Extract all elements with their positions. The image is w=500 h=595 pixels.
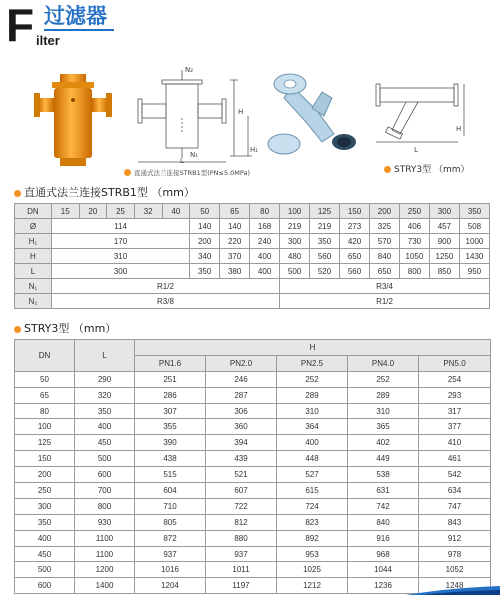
table-cell: 457 — [429, 219, 459, 234]
strb1-row-n2 — [15, 294, 490, 309]
table-cell: 450 — [75, 435, 135, 451]
table-cell: 650 — [340, 249, 370, 264]
drawing-label-n2: N₂ — [185, 66, 194, 74]
table-cell: 560 — [340, 264, 370, 279]
table-cell: 500 — [15, 562, 75, 578]
table-row — [15, 403, 491, 419]
table-cell: 508 — [459, 219, 489, 234]
table-cell: 355 — [135, 419, 206, 435]
table-cell: 892 — [277, 530, 348, 546]
stry3-photo-illustration — [262, 64, 362, 164]
table-cell: 290 — [75, 371, 135, 387]
table-cell: 254 — [419, 371, 491, 387]
stry3-caption-text: STRY3型 （mm） — [394, 165, 470, 175]
strb1-photo-illustration — [30, 70, 116, 170]
table-cell: 1011 — [206, 562, 277, 578]
table-cell: 912 — [419, 530, 491, 546]
strb1-row-n1 — [15, 279, 490, 294]
bullet-dot — [384, 166, 391, 173]
table-cell: 1100 — [75, 546, 135, 562]
strb1-header-cell: 25 — [107, 204, 135, 219]
table-row — [15, 546, 491, 562]
drawing-label-h1: H₁ — [250, 146, 259, 154]
page-title-chinese: 过滤器 — [44, 4, 107, 28]
table-cell: 1250 — [429, 249, 459, 264]
strb1-row-label: Ø — [15, 219, 52, 234]
table-cell: 461 — [419, 451, 491, 467]
table-cell: 500 — [280, 264, 310, 279]
strb1-header-row — [15, 204, 490, 219]
table-cell: 370 — [220, 249, 250, 264]
strb1-header-cell: 50 — [190, 204, 220, 219]
table-cell: 615 — [277, 483, 348, 499]
table-cell: 390 — [135, 435, 206, 451]
table-cell: 710 — [135, 498, 206, 514]
strb1-header-cell: 65 — [220, 204, 250, 219]
table-cell: 140 — [220, 219, 250, 234]
table-cell: 365 — [348, 419, 419, 435]
table-cell: 800 — [399, 264, 429, 279]
table-cell: 812 — [206, 514, 277, 530]
table-cell: 520 — [310, 264, 340, 279]
table-cell: 968 — [348, 546, 419, 562]
table-cell: 1200 — [75, 562, 135, 578]
table-cell: 400 — [15, 530, 75, 546]
strb1-merged-cell: R1/2 — [280, 294, 490, 309]
table-cell: 1100 — [75, 530, 135, 546]
table-cell: 449 — [348, 451, 419, 467]
table-cell: 65 — [15, 387, 75, 403]
table-cell: 246 — [206, 371, 277, 387]
table-cell: 50 — [15, 371, 75, 387]
table-cell: 360 — [206, 419, 277, 435]
table-cell: 1197 — [206, 578, 277, 594]
strb1-header-cell: 250 — [399, 204, 429, 219]
table-cell: 300 — [280, 234, 310, 249]
section-title-strb1-text: 直通式法兰连接STRB1型 （mm） — [24, 186, 195, 199]
strb1-merged-cell: 114 — [51, 219, 189, 234]
table-cell: 252 — [348, 371, 419, 387]
table-cell: 1248 — [419, 578, 491, 594]
bullet-dot — [124, 169, 131, 176]
title-underline — [44, 29, 114, 31]
strb1-merged-cell: R3/4 — [280, 279, 490, 294]
stry3-drawing-label-l: L — [414, 146, 418, 154]
table-cell: 823 — [277, 514, 348, 530]
stry3-header-row — [15, 340, 491, 356]
table-cell: 880 — [206, 530, 277, 546]
strb1-header-cell: 40 — [162, 204, 190, 219]
table-row — [15, 371, 491, 387]
table-cell: 287 — [206, 387, 277, 403]
strb1-row-label: N₂ — [15, 294, 52, 309]
stry3-header-h: H — [135, 340, 491, 356]
table-row — [15, 467, 491, 483]
table-cell: 340 — [190, 249, 220, 264]
table-cell: 394 — [206, 435, 277, 451]
decorative-corner-swoosh — [394, 584, 500, 595]
table-cell: 843 — [419, 514, 491, 530]
table-cell: 251 — [135, 371, 206, 387]
table-cell: 1000 — [459, 234, 489, 249]
table-cell: 220 — [220, 234, 250, 249]
table-cell: 480 — [280, 249, 310, 264]
table-cell: 937 — [206, 546, 277, 562]
table-cell: 317 — [419, 403, 491, 419]
strb1-drawing-caption — [124, 168, 250, 177]
table-cell: 747 — [419, 498, 491, 514]
table-cell: 1016 — [135, 562, 206, 578]
strb1-merged-cell: R3/8 — [51, 294, 279, 309]
table-cell: 724 — [277, 498, 348, 514]
strb1-caption-text: 直通式法兰连接STRB1型(PN≤5.0MPa) — [134, 169, 251, 177]
table-cell: 742 — [348, 498, 419, 514]
table-cell: 438 — [135, 451, 206, 467]
strb1-header-dn: DN — [15, 204, 52, 219]
table-cell: 1430 — [459, 249, 489, 264]
stry3-drawing-label-h: H — [456, 125, 462, 133]
strb1-row-l — [15, 264, 490, 279]
table-cell: 240 — [250, 234, 280, 249]
table-row — [15, 451, 491, 467]
table-cell: 521 — [206, 467, 277, 483]
table-cell: 325 — [369, 219, 399, 234]
section-title-strb1 — [14, 184, 195, 200]
table-cell: 953 — [277, 546, 348, 562]
stry3-drawing-caption — [384, 162, 470, 175]
table-cell: 900 — [429, 234, 459, 249]
table-cell: 80 — [15, 403, 75, 419]
strb1-header-cell: 32 — [134, 204, 162, 219]
page-title-english: ilter — [36, 33, 60, 48]
strb1-merged-cell: 310 — [51, 249, 189, 264]
table-cell: 140 — [190, 219, 220, 234]
table-cell: 289 — [348, 387, 419, 403]
table-cell: 542 — [419, 467, 491, 483]
table-cell: 978 — [419, 546, 491, 562]
stry3-header-dn: DN — [15, 340, 75, 372]
strb1-header-cell: 350 — [459, 204, 489, 219]
strb1-row-h1 — [15, 234, 490, 249]
table-row — [15, 435, 491, 451]
table-cell: 168 — [250, 219, 280, 234]
strb1-row-phi — [15, 219, 490, 234]
table-cell: 350 — [15, 514, 75, 530]
table-cell: 400 — [250, 264, 280, 279]
strb1-row-label: H₁ — [15, 234, 52, 249]
table-cell: 350 — [310, 234, 340, 249]
table-cell: 840 — [369, 249, 399, 264]
table-cell: 125 — [15, 435, 75, 451]
table-cell: 286 — [135, 387, 206, 403]
table-cell: 1044 — [348, 562, 419, 578]
strb1-row-label: L — [15, 264, 52, 279]
stry3-dimension-table — [14, 339, 491, 594]
strb1-header-cell: 80 — [250, 204, 280, 219]
strb1-header-cell: 125 — [310, 204, 340, 219]
table-cell: 310 — [277, 403, 348, 419]
table-cell: 252 — [277, 371, 348, 387]
table-cell: 1236 — [348, 578, 419, 594]
table-cell: 872 — [135, 530, 206, 546]
bullet-dot — [14, 190, 21, 197]
table-cell: 650 — [369, 264, 399, 279]
drawing-label-l: L — [180, 157, 184, 165]
strb1-header-cell: 100 — [280, 204, 310, 219]
strb1-merged-cell: 300 — [51, 264, 189, 279]
table-cell: 1025 — [277, 562, 348, 578]
table-cell: 400 — [75, 419, 135, 435]
table-cell: 950 — [459, 264, 489, 279]
table-row — [15, 498, 491, 514]
table-cell: 289 — [277, 387, 348, 403]
table-cell: 1050 — [399, 249, 429, 264]
strb1-header-cell: 200 — [369, 204, 399, 219]
table-cell: 364 — [277, 419, 348, 435]
stry3-pn-header: PN2.5 — [277, 355, 348, 371]
strb1-merged-cell: 170 — [51, 234, 189, 249]
table-cell: 306 — [206, 403, 277, 419]
section-title-stry3-text: STRY3型 （mm） — [24, 322, 117, 335]
table-cell: 1212 — [277, 578, 348, 594]
stry3-pn-header: PN2.0 — [206, 355, 277, 371]
table-cell: 634 — [419, 483, 491, 499]
section-title-stry3 — [14, 320, 116, 336]
table-cell: 420 — [340, 234, 370, 249]
table-cell: 439 — [206, 451, 277, 467]
brand-letter-f: F — [6, 0, 35, 51]
table-cell: 310 — [348, 403, 419, 419]
table-cell: 560 — [310, 249, 340, 264]
table-cell: 410 — [419, 435, 491, 451]
table-cell: 377 — [419, 419, 491, 435]
drawing-label-n1: N₁ — [190, 151, 199, 159]
stry3-header-l: L — [75, 340, 135, 372]
table-cell: 631 — [348, 483, 419, 499]
table-row — [15, 419, 491, 435]
table-row — [15, 530, 491, 546]
bullet-dot — [14, 326, 21, 333]
table-cell: 200 — [15, 467, 75, 483]
table-cell: 150 — [15, 451, 75, 467]
table-cell: 500 — [75, 451, 135, 467]
stry3-pn-header: PN5.0 — [419, 355, 491, 371]
strb1-header-cell: 20 — [79, 204, 107, 219]
table-cell: 570 — [369, 234, 399, 249]
table-cell: 937 — [135, 546, 206, 562]
table-cell: 600 — [15, 578, 75, 594]
table-cell: 219 — [310, 219, 340, 234]
table-cell: 200 — [190, 234, 220, 249]
table-cell: 400 — [250, 249, 280, 264]
table-cell: 307 — [135, 403, 206, 419]
strb1-merged-cell: R1/2 — [51, 279, 279, 294]
strb1-header-cell: 300 — [429, 204, 459, 219]
strb1-row-label: H — [15, 249, 52, 264]
strb1-dimension-table — [14, 203, 490, 309]
table-row — [15, 483, 491, 499]
table-cell: 930 — [75, 514, 135, 530]
table-cell: 515 — [135, 467, 206, 483]
table-row — [15, 387, 491, 403]
table-cell: 916 — [348, 530, 419, 546]
table-cell: 600 — [75, 467, 135, 483]
table-cell: 850 — [429, 264, 459, 279]
table-cell: 350 — [75, 403, 135, 419]
table-cell: 805 — [135, 514, 206, 530]
strb1-row-label: N₁ — [15, 279, 52, 294]
table-cell: 350 — [190, 264, 220, 279]
table-cell: 402 — [348, 435, 419, 451]
table-cell: 604 — [135, 483, 206, 499]
table-cell: 607 — [206, 483, 277, 499]
table-cell: 448 — [277, 451, 348, 467]
table-cell: 380 — [220, 264, 250, 279]
table-row — [15, 514, 491, 530]
drawing-label-h: H — [238, 108, 244, 116]
table-cell: 100 — [15, 419, 75, 435]
strb1-row-h — [15, 249, 490, 264]
table-cell: 730 — [399, 234, 429, 249]
table-cell: 1204 — [135, 578, 206, 594]
table-cell: 320 — [75, 387, 135, 403]
table-cell: 840 — [348, 514, 419, 530]
table-cell: 406 — [399, 219, 429, 234]
strb1-header-cell: 150 — [340, 204, 370, 219]
table-cell: 219 — [280, 219, 310, 234]
table-cell: 293 — [419, 387, 491, 403]
stry3-technical-drawing — [370, 78, 470, 158]
table-cell: 400 — [277, 435, 348, 451]
table-cell: 300 — [15, 498, 75, 514]
table-cell: 1400 — [75, 578, 135, 594]
table-cell: 273 — [340, 219, 370, 234]
table-cell: 722 — [206, 498, 277, 514]
table-cell: 700 — [75, 483, 135, 499]
stry3-pn-header: PN1.6 — [135, 355, 206, 371]
table-cell: 538 — [348, 467, 419, 483]
table-cell: 250 — [15, 483, 75, 499]
strb1-header-cell: 15 — [51, 204, 79, 219]
table-cell: 450 — [15, 546, 75, 562]
table-cell: 1052 — [419, 562, 491, 578]
table-cell: 800 — [75, 498, 135, 514]
table-row — [15, 562, 491, 578]
stry3-pn-header: PN4.0 — [348, 355, 419, 371]
table-cell: 527 — [277, 467, 348, 483]
